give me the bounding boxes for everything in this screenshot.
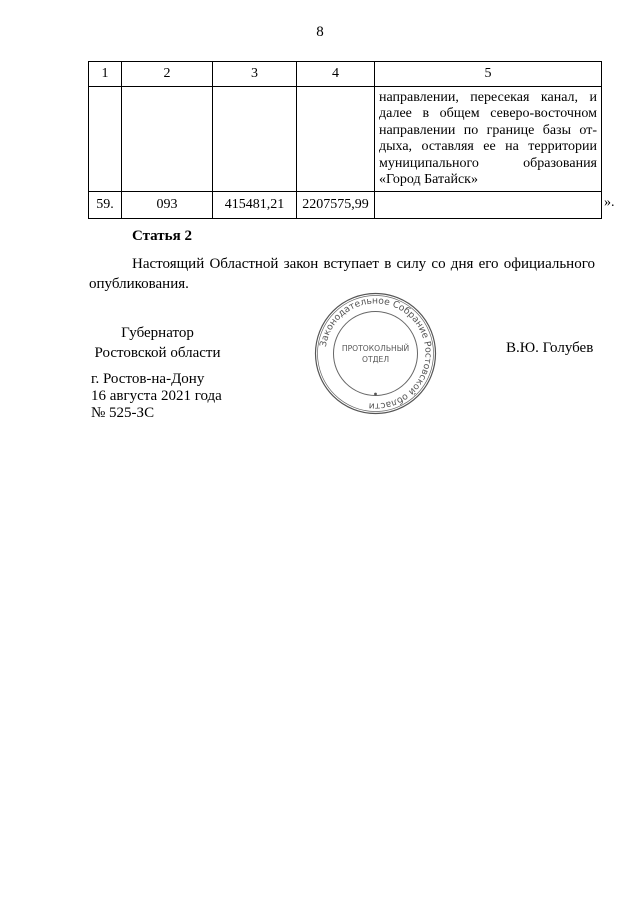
header-cell: 5 — [375, 62, 602, 87]
header-cell: 3 — [213, 62, 297, 87]
city: г. Ростов-на-Дону — [91, 371, 205, 387]
seal-dot — [374, 393, 377, 396]
header-cell: 2 — [122, 62, 213, 87]
signer-name: В.Ю. Голубев — [506, 340, 594, 356]
description-line: муниципального образования — [379, 155, 597, 171]
y-coordinate-cell: 2207575,99 — [297, 192, 375, 219]
seal-inner-line: ОТДЕЛ — [361, 355, 390, 364]
signer-title — [90, 323, 225, 363]
place-date-block — [91, 371, 222, 422]
description-line: направлении по границе базы от- — [379, 122, 597, 138]
seal-inner-line: ПРОТОКОЛЬНЫЙ — [341, 344, 410, 353]
article-text: Настоящий Областной закон вступает в силу со дня его официального опубликования. — [89, 256, 595, 292]
description-line: «Город Батайск» — [379, 172, 478, 187]
table-cell — [213, 87, 297, 192]
coordinates-table — [88, 61, 602, 219]
table-header-row — [89, 62, 602, 87]
seal-outer-text: Законодательное Собрание Ростовской области — [317, 295, 434, 412]
closing-quote: ». — [604, 195, 615, 210]
table-cell — [122, 87, 213, 192]
signer-region: Ростовской области — [94, 345, 221, 361]
signer-position: Губернатор — [121, 325, 194, 341]
description-cell — [375, 87, 602, 192]
article-title: Статья 2 — [132, 228, 192, 244]
official-seal — [313, 291, 438, 416]
row-number-cell: 59. — [89, 192, 122, 219]
table-cell — [297, 87, 375, 192]
description-line: далее в общем северо-восточном — [379, 106, 597, 121]
description-cell — [375, 192, 602, 219]
law-number: № 525-ЗС — [91, 405, 155, 421]
x-coordinate-cell: 415481,21 — [213, 192, 297, 219]
header-cell: 1 — [89, 62, 122, 87]
header-cell: 4 — [297, 62, 375, 87]
point-code-cell: 093 — [122, 192, 213, 219]
description-line: дыха, оставляя ее на территории — [379, 139, 597, 154]
table-cell — [89, 87, 122, 192]
table-row — [89, 87, 602, 192]
signing-date: 16 августа 2021 года — [91, 388, 222, 404]
table-row — [89, 192, 602, 219]
description-line: направлении, пересекая канал, и — [379, 89, 597, 105]
page-number: 8 — [316, 24, 324, 40]
